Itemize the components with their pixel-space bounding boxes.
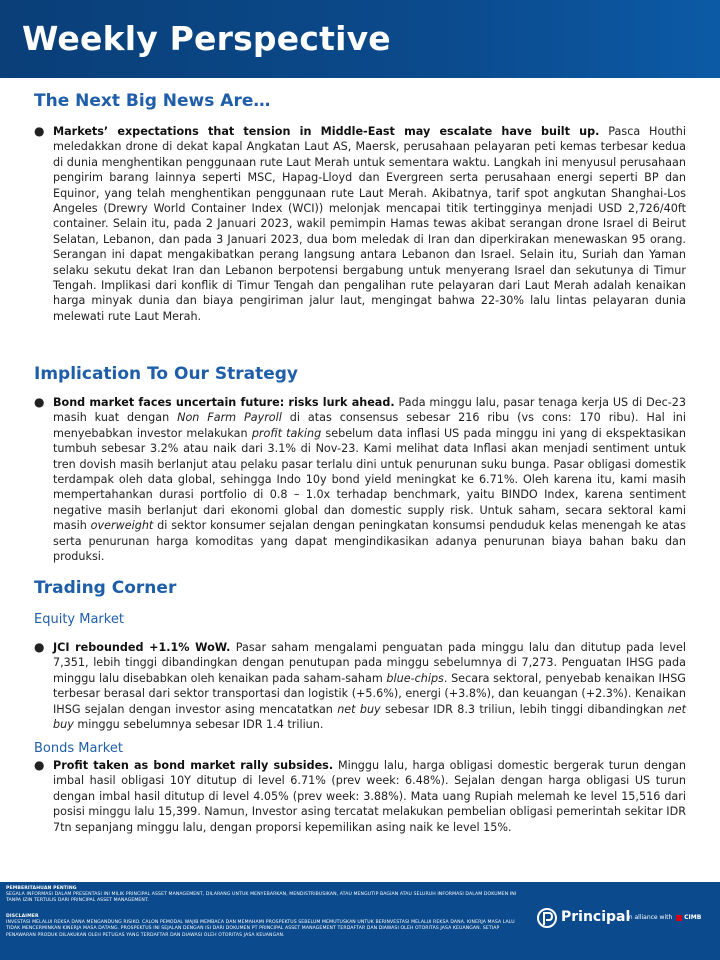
strategy-italic-1: Non Farm Payroll [177,411,282,425]
strategy-text-4: di sektor konsumer sejalan dengan peningkatan konsumsi penduduk kelas menengah ke atas serta penurunan harga komoditas yang dapat mengindikasikan adanya penurunan biaya bahan baku dan produksi. [53,519,686,564]
equity-italic-2: net buy [337,702,381,716]
section-title-trading: Trading Corner [34,578,177,598]
news-bullet-bold: Markets’ expectations that tension in Middle-East may escalate have built up. [53,125,600,138]
strategy-italic-2: profit taking [251,426,322,440]
news-bullet-text: Pasca Houthi meledakkan drone di dekat kapal Angkatan Laut AS, Maersk, perusahaan pelayaran peti kemas terbesar kedua di dunia menghentikan penggunaan rute Laut Merah untuk sementara waktu. Langkah ini menyusul perusahaan pengirim barang lainnya seperti MSC, Hapag-Lloyd dan Evergreen serta perusahaan energi seperti BP dan Equinor, yang telah menghentikan penggunaan rute Laut Merah. Akibatnya, tarif spot angkutan Shanghai-Los Angeles (Drewry World Container Index (WCI)) melonjak mencapai titik tertingginya menjadi USD 2,726/40ft container. Selain itu, pada 2 Januari 2023, wakil pemimpin Hamas tewas akibat serangan drone Israel di Beirut Selatan, Lebanon, dan pada 3 Januari 2023, dua bom meledak di Iran dan diperkirakan menewaskan 95 orang. Serangan ini dapat mengakibatkan perang langsung antara Lebanon dan Israel. Selain itu, Suriah dan Yaman selaku sekutu dekat Iran dan Lebanon berpotensi bergabung untuk menyerang Israel dan sekutunya di Timur Tengah. Implikasi dari konflik di Timur Tengah dan pengalihan rute pelayaran dari Laut Merah adalah kenaikan harga minyak dunia dan biaya pengiriman jalur laut, mengingat bahwa 22-30% lalu lintas pelayaran dunia melewati rute Laut Merah. [53,125,686,323]
notice-title: PEMBERITAHUAN PENTING [6,886,77,891]
bonds-paragraph [53,758,686,835]
equity-text-2: . Secara sektoral, penyebab kenaikan IHSG terbesar berasal dari sektor transportasi dan logistik (+5.6%), energi (+3.8%), dan keuangan (+2.3%). Kenaikan IHSG sejalan dengan investor asing mencatatkan [53,671,686,716]
equity-text-3: sebesar IDR 8.3 triliun, lebih tinggi dibandingkan [380,702,668,716]
strategy-text-1: Pada minggu lalu, pasar tenaga kerja US di Dec-23 masih kuat dengan [53,396,687,425]
subtitle-equity: Equity Market [34,612,124,627]
disclaimer-block [6,914,526,939]
logo-text: Principal [561,909,631,925]
strategy-paragraph [53,395,686,564]
bullet-icon: ● [34,640,45,654]
section-title-news: The Next Big News Are… [34,91,271,111]
alliance-label [627,914,701,921]
equity-text-4: minggu sebelumnya sebesar IDR 1.4 triliun. [73,718,324,732]
strategy-italic-3: overweight [90,519,154,533]
news-bullet [34,124,686,324]
bonds-bullet-bold: Profit taken as bond market rally subsides. [53,759,334,772]
disclaimer-text: INVESTASI MELALUI REKSA DANA MENGANDUNG RISIKO. CALON PEMODAL WAJIB MEMBACA DAN MEMAHAMI PROSPEKTUS SEBELUM MEMUTUSKAN UNTUK BERINVESTASI MELALUI REKSA DANA. KINERJA MASA LALU TIDAK MENCERMINKAN KINERJA MASA DATANG. PROSPEKTUS INI SEJALAN DENGAN ISI DARI DOKUMEN PT PRINCIPAL ASSET MANAGEMENT TERDAFTAR DAN DIAWASI OLEH OTORITAS JASA KEUANGAN. SETIAP PENAWARAN PRODUK DILAKUKAN OLEH PETUGAS YANG TERDAFTAR DAN DIAWASI OLEH OTORITAS JASA KEUANGAN. [6,920,515,938]
alliance-text: In alliance with [627,914,673,921]
news-paragraph [53,124,686,324]
bonds-bullet [34,758,686,835]
equity-bullet-bold: JCI rebounded +1.1% WoW. [53,641,231,654]
bullet-icon: ● [34,124,45,138]
principal-logo-icon [537,906,557,930]
bullet-icon: ● [34,758,45,772]
section-title-strategy: Implication To Our Strategy [34,364,298,384]
equity-italic-1: blue-chips [386,671,444,685]
strategy-text-2: di atas consensus sebesar 216 ribu (vs cons: 170 ribu). Hal ini menyebabkan investor melakukan [53,411,686,440]
bonds-bullet-text: Minggu lalu, harga obligasi domestic bergerak turun dengan imbal hasil obligasi 10Y ditutup di level 6.71% (prev week: 6.48%). Sejalan dengan harga obligasi US turun dengan imbal hasil ditutup di level 4.05% (prev week: 3.88%). Mata uang Rupiah melemah ke level 15,516 dari posisi minggu lalu 15,399. Namun, Investor asing tercatat melakukan pembelian obligasi pemerintah sekitar IDR 7tn sepanjang minggu lalu, dengan proporsi kepemilikan asing naik ke level 15%. [53,759,686,834]
page-title: Weekly Perspective [22,19,391,58]
strategy-text-3: sebelum data inflasi US pada minggu ini yang di ekspektasikan tumbuh sebesar 3.2% atau naik dari 3.1% di Nov-23. Kami melihat data Inflasi akan menjadi sentiment untuk tren dovish masih berlanjut atau pelaku pasar terlalu dini untuk penurunan suku bunga. Pasar obligasi domestik terdampak oleh data global, sehingga Indo 10y bond yield meningkat ke 6.71%. Oleh karena itu, kami masih mempertahankan durasi portfolio di 0.8 – 1.0x terhadap benchmark, yaitu BINDO Index, karena sentiment negative masih berlanjut dari ekonomi global dan domestic supply risk. Untuk saham, secara sektoral kami masih [53,426,686,533]
equity-italic-3: net buy [53,702,686,732]
header-banner [0,0,720,78]
equity-paragraph [53,640,686,732]
equity-bullet [34,640,686,732]
strategy-bullet-bold: Bond market faces uncertain future: risks lurk ahead. [53,396,395,409]
disclaimer-title: DISCLAIMER [6,914,39,919]
subtitle-bonds: Bonds Market [34,741,123,756]
cimb-icon [676,915,682,921]
equity-text-1: Pasar saham mengalami penguatan pada minggu lalu dan ditutup pada level 7,351, lebih tinggi dibandingkan dengan penutupan pada minggu sebelumnya di 7,273. Penguatan IHSG pada minggu lalu disebabkan oleh kenaikan pada saham-saham [53,641,686,685]
notice-block [6,886,526,905]
cimb-text: CIMB [684,914,702,921]
strategy-bullet [34,395,686,564]
bullet-icon: ● [34,395,45,409]
principal-logo [537,906,717,932]
notice-text: SEGALA INFORMASI DALAM PRESENTASI INI MILIK PRINCIPAL ASSET MANAGEMENT, DILARANG UNTUK MENYEBARKAN, MENDISTRIBUSIKAN, ATAU MENGUTIP BAGIAN ATAU SELURUH INFORMASI DALAM DOKUMEN INI TANPA IZIN TERTULIS DARI PRINCIPAL ASSET MANAGEMENT. [6,892,517,904]
